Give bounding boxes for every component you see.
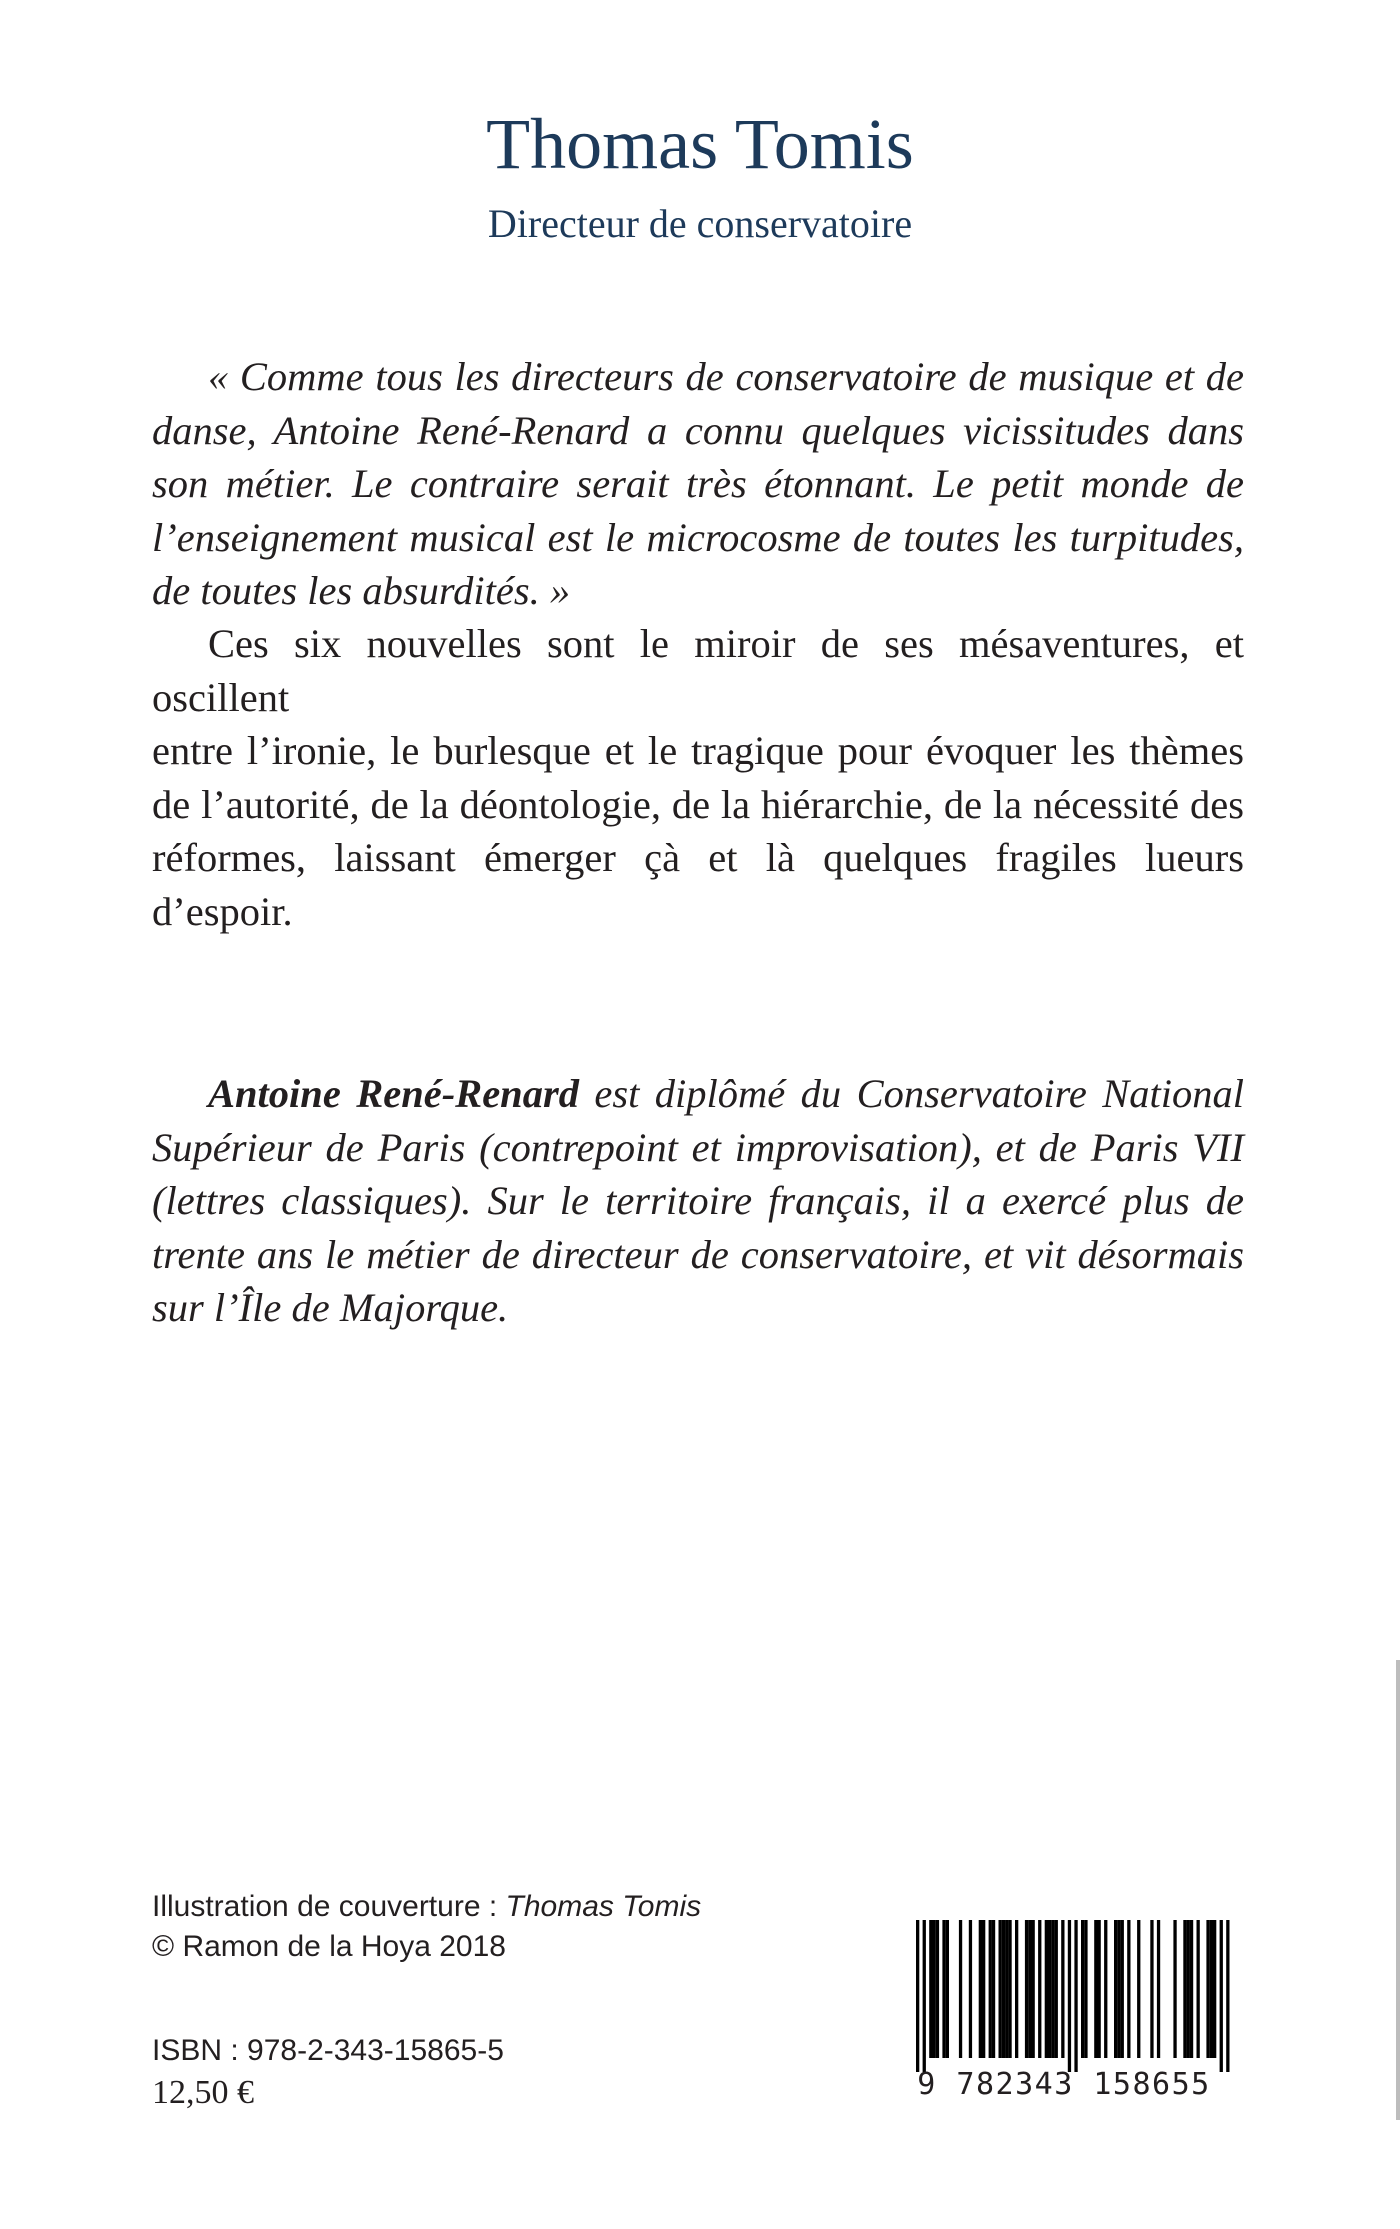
- barcode-bar: [959, 1920, 962, 2058]
- quote-line: « Comme tous les directeurs de conservatoire de musique et de: [208, 354, 1244, 399]
- barcode-bar: [992, 1920, 995, 2058]
- barcode-bar: [1183, 1920, 1186, 2058]
- barcode-bar: [1038, 1920, 1041, 2058]
- barcode-bar: [1061, 1920, 1064, 2058]
- barcode-bar: [1002, 1920, 1005, 2058]
- barcode-bar: [1206, 1920, 1209, 2058]
- barcode-bar: [1015, 1920, 1018, 2058]
- barcode-bar: [1098, 1920, 1101, 2058]
- bio-line: (lettres classiques). Sur le territoire français, il a exercé plus de: [152, 1178, 1244, 1223]
- barcode-bar: [969, 1920, 972, 2058]
- page-edge-mark: [1396, 1660, 1400, 2120]
- summary-line: réformes, laissant émerger çà et là quelques fragiles lueurs d’espoir.: [152, 835, 1244, 934]
- barcode: [894, 1920, 1234, 2072]
- author-name: Antoine René-Renard: [208, 1071, 579, 1116]
- barcode-bar: [1226, 1920, 1229, 2072]
- barcode-bar: [1220, 1920, 1223, 2072]
- barcode-bar: [1114, 1920, 1117, 2058]
- summary-line: Ces six nouvelles sont le miroir de ses mésaventures, et oscillent: [152, 621, 1244, 720]
- barcode-bar: [933, 1920, 936, 2058]
- barcode-bar: [1213, 1920, 1216, 2058]
- quote-line: de toutes les absurdités. »: [152, 568, 571, 613]
- bio-line: Supérieur de Paris (contrepoint et improvisation), et de Paris VII: [152, 1124, 1244, 1170]
- quote-line: son métier. Le contraire serait très étonnant. Le petit monde de: [152, 461, 1244, 506]
- barcode-bar: [1081, 1920, 1084, 2058]
- barcode-bar: [1190, 1920, 1193, 2058]
- book-subtitle: Directeur de conservatoire: [487, 201, 913, 246]
- barcode-bar: [1028, 1920, 1031, 2058]
- barcode-bar: [1197, 1920, 1200, 2058]
- barcode-bar: [1173, 1920, 1176, 2058]
- barcode-bar: [989, 1920, 992, 2058]
- barcode-bar: [1068, 1920, 1071, 2072]
- barcode-bar: [1025, 1920, 1028, 2058]
- barcode-bar: [946, 1920, 949, 2058]
- price: 12,50 €: [152, 2074, 254, 2111]
- bio-line-first: [152, 1067, 1244, 1121]
- barcode-bar: [1210, 1920, 1213, 2058]
- bio-line: trente ans le métier de directeur de conservatoire, et vit désormais: [152, 1231, 1244, 1277]
- barcode-bar: [982, 1920, 985, 2058]
- barcode-bar: [1150, 1920, 1153, 2058]
- barcode-bar: [1051, 1920, 1054, 2058]
- cover-credits: [152, 1887, 701, 1967]
- blurb-summary: [152, 617, 1244, 938]
- quote-line: l’enseignement musical est le microcosme de toutes les turpitudes,: [152, 514, 1244, 560]
- illustration-label: Illustration de couverture :: [152, 1890, 506, 1923]
- barcode-bar: [1005, 1920, 1008, 2058]
- blurb-quote: [152, 350, 1244, 618]
- book-title: Thomas Tomis: [486, 104, 914, 184]
- barcode-bar: [942, 1920, 945, 2058]
- barcode-bar: [936, 1920, 939, 2058]
- summary-line: entre l’ironie, le burlesque et le tragique pour évoquer les thèmes: [152, 728, 1244, 773]
- barcode-bar: [1048, 1920, 1051, 2058]
- barcode-bar: [1045, 1920, 1048, 2058]
- barcode-bar: [1121, 1920, 1124, 2058]
- barcode-bar: [1055, 1920, 1058, 2058]
- barcode-bar: [1084, 1920, 1087, 2058]
- barcode-bars: [894, 1920, 1234, 2072]
- barcode-bar: [1117, 1920, 1120, 2058]
- barcode-bar: [979, 1920, 982, 2058]
- barcode-bar: [929, 1920, 932, 2058]
- barcode-number: 9 782343 158655: [917, 2067, 1211, 2102]
- barcode-bar: [1127, 1920, 1130, 2058]
- illustration-title: Thomas Tomis: [505, 1890, 702, 1923]
- summary-line: de l’autorité, de la déontologie, de la hiérarchie, de la nécessité des: [152, 781, 1244, 827]
- quote-line: danse, Antoine René-Renard a connu quelques vicissitudes dans: [152, 407, 1244, 453]
- barcode-bar: [1008, 1920, 1011, 2058]
- barcode-bar: [999, 1920, 1002, 2058]
- barcode-bar: [916, 1920, 919, 2072]
- barcode-bar: [1032, 1920, 1035, 2058]
- barcode-bar: [923, 1920, 926, 2072]
- bio-line: sur l’Île de Majorque.: [152, 1285, 509, 1330]
- isbn: ISBN : 978-2-343-15865-5: [152, 2034, 504, 2067]
- barcode-bar: [1094, 1920, 1097, 2058]
- barcode-bar: [1104, 1920, 1107, 2058]
- bio-line-first-rest: est diplômé du Conservatoire National: [578, 1071, 1245, 1116]
- barcode-bar: [1187, 1920, 1190, 2058]
- barcode-bar: [1074, 1920, 1077, 2072]
- copyright-line: © Ramon de la Hoya 2018: [152, 1930, 506, 1963]
- illustration-credit: [152, 1887, 701, 1927]
- barcode-bar: [1137, 1920, 1140, 2058]
- author-bio: [152, 1067, 1244, 1335]
- barcode-bar: [1157, 1920, 1160, 2058]
